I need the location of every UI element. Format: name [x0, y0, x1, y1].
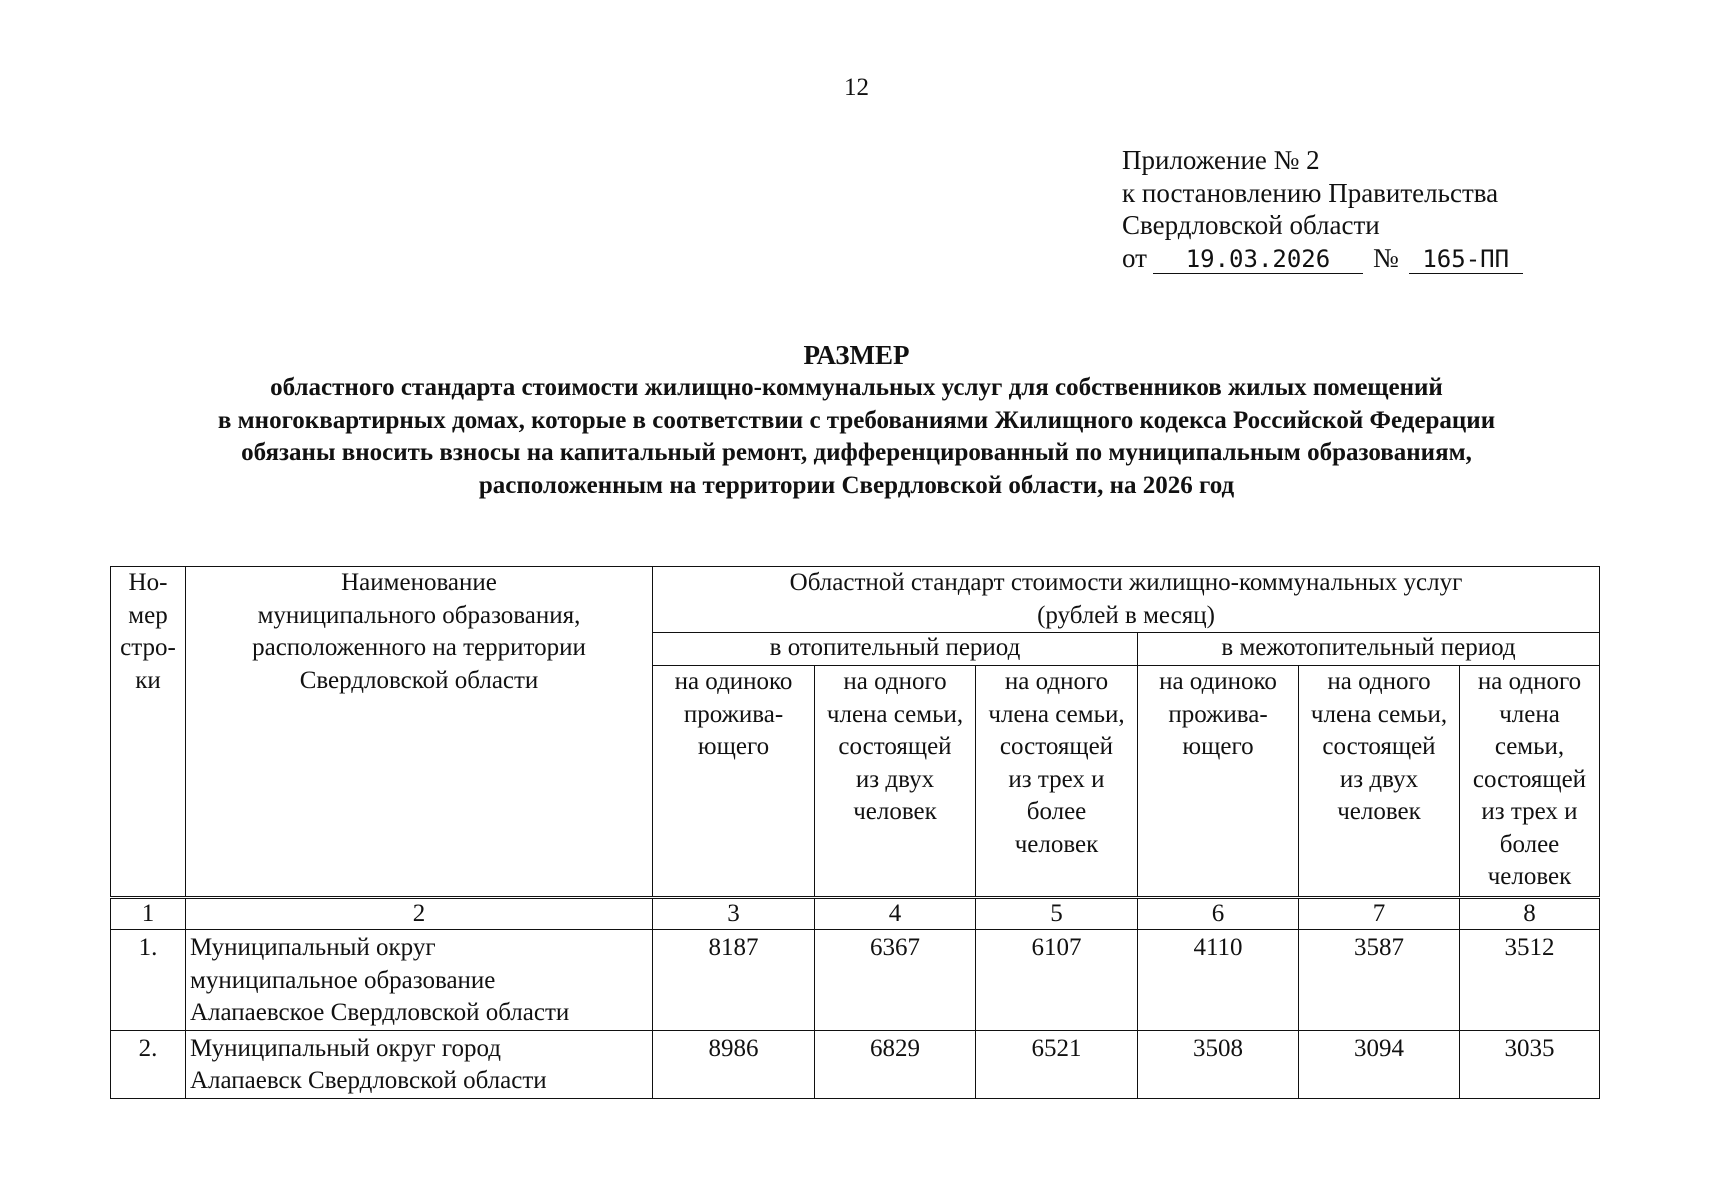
appendix-line-3: Свердловской области — [1122, 210, 1380, 240]
header-heating-single: на одиноко прожива- ющего — [653, 666, 815, 898]
header-non-heating-period: в межотопительный период — [1138, 633, 1600, 666]
header-non-heating-single: на одиноко прожива- ющего — [1138, 666, 1299, 898]
rates-table — [110, 566, 1600, 1099]
title-main: РАЗМЕР — [803, 340, 910, 370]
value-non-heating-three: 3512 — [1460, 930, 1600, 1031]
row-number: 2. — [111, 1030, 186, 1098]
municipality-name: Муниципальный округ муниципальное образование Алапаевское Свердловской области — [186, 930, 653, 1031]
number-prefix: № — [1372, 242, 1399, 273]
header-standard: Областной стандарт стоимости жилищно-коммунальных услуг (рублей в месяц) — [653, 567, 1600, 633]
resolution-date: 19.03.2026 — [1153, 245, 1363, 274]
document-title — [0, 338, 1713, 502]
title-line-4: расположенным на территории Свердловской области, на 2026 год — [478, 471, 1235, 499]
appendix-line-1: Приложение № 2 — [1122, 145, 1320, 175]
appendix-block — [1122, 144, 1523, 274]
header-row-number: Но- мер стро- ки — [111, 567, 186, 898]
title-line-3: обязаны вносить взносы на капитальный ремонт, дифференцированный по муниципальным образованиям, — [241, 439, 1472, 466]
header-heating-period: в отопительный период — [653, 633, 1138, 666]
column-number: 8 — [1460, 898, 1600, 930]
value-heating-two: 6367 — [815, 930, 976, 1031]
municipality-name: Муниципальный округ город Алапаевск Свердловской области — [186, 1030, 653, 1098]
resolution-number: 165-ПП — [1409, 245, 1523, 274]
title-line-1: областного стандарта стоимости жилищно-коммунальных услуг для собственников жилых помещений — [270, 374, 1443, 401]
header-non-heating-three: на одного члена семьи, состоящей из трех и более человек — [1460, 666, 1600, 898]
value-non-heating-two: 3587 — [1299, 930, 1460, 1031]
title-line-2: в многоквартирных домах, которые в соответствии с требованиями Жилищного кодекса Российской Федерации — [217, 406, 1496, 434]
column-number: 2 — [186, 898, 653, 930]
header-municipality: Наименование муниципального образования, расположенного на территории Свердловской области — [186, 567, 653, 898]
value-non-heating-single: 3508 — [1138, 1030, 1299, 1098]
value-heating-three: 6107 — [976, 930, 1138, 1031]
column-number: 5 — [976, 898, 1138, 930]
table-row — [111, 930, 1600, 1031]
column-number: 7 — [1299, 898, 1460, 930]
header-heating-three: на одного члена семьи, состоящей из трех и более человек — [976, 666, 1138, 898]
table-row — [111, 1030, 1600, 1098]
appendix-line-2: к постановлению Правительства — [1122, 177, 1499, 208]
column-number: 6 — [1138, 898, 1299, 930]
date-prefix: от — [1122, 242, 1147, 273]
value-heating-three: 6521 — [976, 1030, 1138, 1098]
value-heating-two: 6829 — [815, 1030, 976, 1098]
column-number: 4 — [815, 898, 976, 930]
value-heating-single: 8986 — [653, 1030, 815, 1098]
header-non-heating-two: на одного члена семьи, состоящей из двух человек — [1299, 666, 1460, 898]
value-non-heating-two: 3094 — [1299, 1030, 1460, 1098]
column-number: 3 — [653, 898, 815, 930]
value-heating-single: 8187 — [653, 930, 815, 1031]
column-number-row — [111, 898, 1600, 930]
column-number: 1 — [111, 898, 186, 930]
value-non-heating-single: 4110 — [1138, 930, 1299, 1031]
appendix-date-line — [1122, 242, 1523, 275]
header-heating-two: на одного члена семьи, состоящей из двух человек — [815, 666, 976, 898]
row-number: 1. — [111, 930, 186, 1031]
page-number: 12 — [844, 74, 869, 101]
value-non-heating-three: 3035 — [1460, 1030, 1600, 1098]
